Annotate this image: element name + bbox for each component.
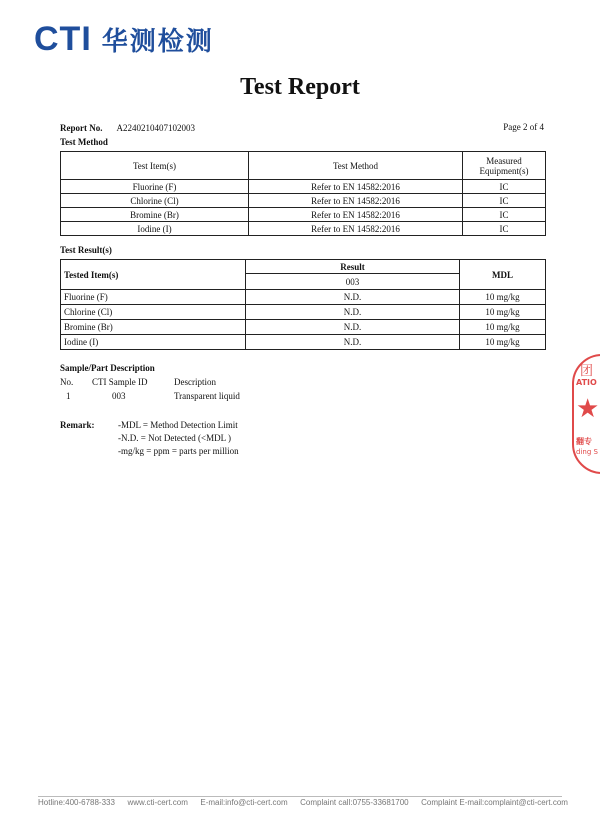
table-row: [61, 180, 546, 194]
cell-item: Chlorine (Cl): [61, 194, 249, 208]
header-mdl: MDL: [460, 260, 546, 290]
header-sample-id: CTI Sample ID: [92, 377, 148, 387]
logo-brand: CTI: [34, 20, 92, 58]
cell-item: Fluorine (F): [61, 290, 246, 305]
cell-item: Iodine (I): [61, 335, 246, 350]
cell-method: Refer to EN 14582:2016: [249, 194, 463, 208]
remark-lines: [118, 420, 239, 459]
list-item: [60, 391, 240, 405]
table-row: [61, 320, 546, 335]
header-no: No.: [60, 377, 74, 387]
table-header-row: [61, 260, 546, 274]
star-icon: ★: [576, 394, 600, 424]
page-footer: [38, 798, 568, 807]
stamp-text: 翻专: [576, 437, 592, 446]
stamp-text: 团: [580, 364, 594, 379]
report-number-value: A2240210407102003: [116, 123, 195, 133]
stamp-text: ding S: [576, 448, 598, 456]
sample-description-heading: Sample/Part Description: [60, 363, 155, 373]
footer-website: www.cti-cert.com: [127, 798, 188, 807]
cell-result: N.D.: [246, 320, 460, 335]
test-method-heading: Test Method: [60, 137, 108, 147]
remark-line: -MDL = Method Detection Limit: [118, 420, 238, 430]
cell-mdl: 10 mg/kg: [460, 335, 546, 350]
cell-method: Refer to EN 14582:2016: [249, 222, 463, 236]
cell-equipment: IC: [463, 208, 546, 222]
item-no: 1: [66, 391, 71, 401]
table-row: [61, 208, 546, 222]
table-row: [61, 335, 546, 350]
cell-method: Refer to EN 14582:2016: [249, 208, 463, 222]
cell-result: N.D.: [246, 305, 460, 320]
table-row: [61, 222, 546, 236]
cell-mdl: 10 mg/kg: [460, 290, 546, 305]
test-method-table: [60, 151, 546, 236]
cell-item: Bromine (Br): [61, 320, 246, 335]
header-tested-item: Tested Item(s): [61, 260, 246, 290]
cell-item: Chlorine (Cl): [61, 305, 246, 320]
cell-result: N.D.: [246, 335, 460, 350]
page-number: Page 2 of 4: [503, 122, 544, 132]
footer-complaint-call: Complaint call:0755-33681700: [300, 798, 409, 807]
cell-method: Refer to EN 14582:2016: [249, 180, 463, 194]
remark-block: [60, 420, 239, 459]
header-test-item: Test Item(s): [61, 152, 249, 180]
header-result: Result: [246, 260, 460, 274]
cell-equipment: IC: [463, 222, 546, 236]
header-description: Description: [174, 377, 216, 387]
cell-item: Fluorine (F): [61, 180, 249, 194]
stamp-text: ATIO: [576, 378, 597, 387]
cell-item: Iodine (I): [61, 222, 249, 236]
remark-line: -N.D. = Not Detected (<MDL ): [118, 433, 232, 443]
footer-divider: [38, 796, 562, 797]
cell-equipment: IC: [463, 194, 546, 208]
cell-mdl: 10 mg/kg: [460, 305, 546, 320]
cell-result: N.D.: [246, 290, 460, 305]
header-test-method: Test Method: [249, 152, 463, 180]
page-title: Test Report: [240, 74, 360, 100]
item-description: Transparent liquid: [174, 391, 240, 401]
footer-hotline: Hotline:400-6788-333: [38, 798, 115, 807]
official-stamp: [572, 354, 600, 474]
remark-label: Remark:: [60, 420, 95, 430]
cell-item: Bromine (Br): [61, 208, 249, 222]
table-row: [61, 194, 546, 208]
remark-line: -mg/kg = ppm = parts per million: [118, 446, 239, 456]
logo-chinese-name: 华测检测: [101, 27, 214, 57]
table-row: [61, 290, 546, 305]
report-number: [60, 123, 195, 133]
footer-email: E-mail:info@cti-cert.com: [200, 798, 288, 807]
table-row: [61, 305, 546, 320]
item-sample-id: 003: [112, 391, 126, 401]
header-measured-equipment: Measured Equipment(s): [463, 152, 546, 180]
cell-equipment: IC: [463, 180, 546, 194]
header-sample-id: 003: [246, 274, 460, 290]
test-result-table: [60, 259, 546, 350]
footer-complaint-email: Complaint E-mail:complaint@cti-cert.com: [421, 798, 568, 807]
company-logo: [34, 20, 214, 59]
list-header: [60, 377, 240, 391]
test-result-heading: Test Result(s): [60, 245, 112, 255]
cell-mdl: 10 mg/kg: [460, 320, 546, 335]
sample-description-list: [60, 377, 240, 405]
report-number-label: Report No.: [60, 123, 103, 133]
table-header-row: [61, 152, 546, 180]
